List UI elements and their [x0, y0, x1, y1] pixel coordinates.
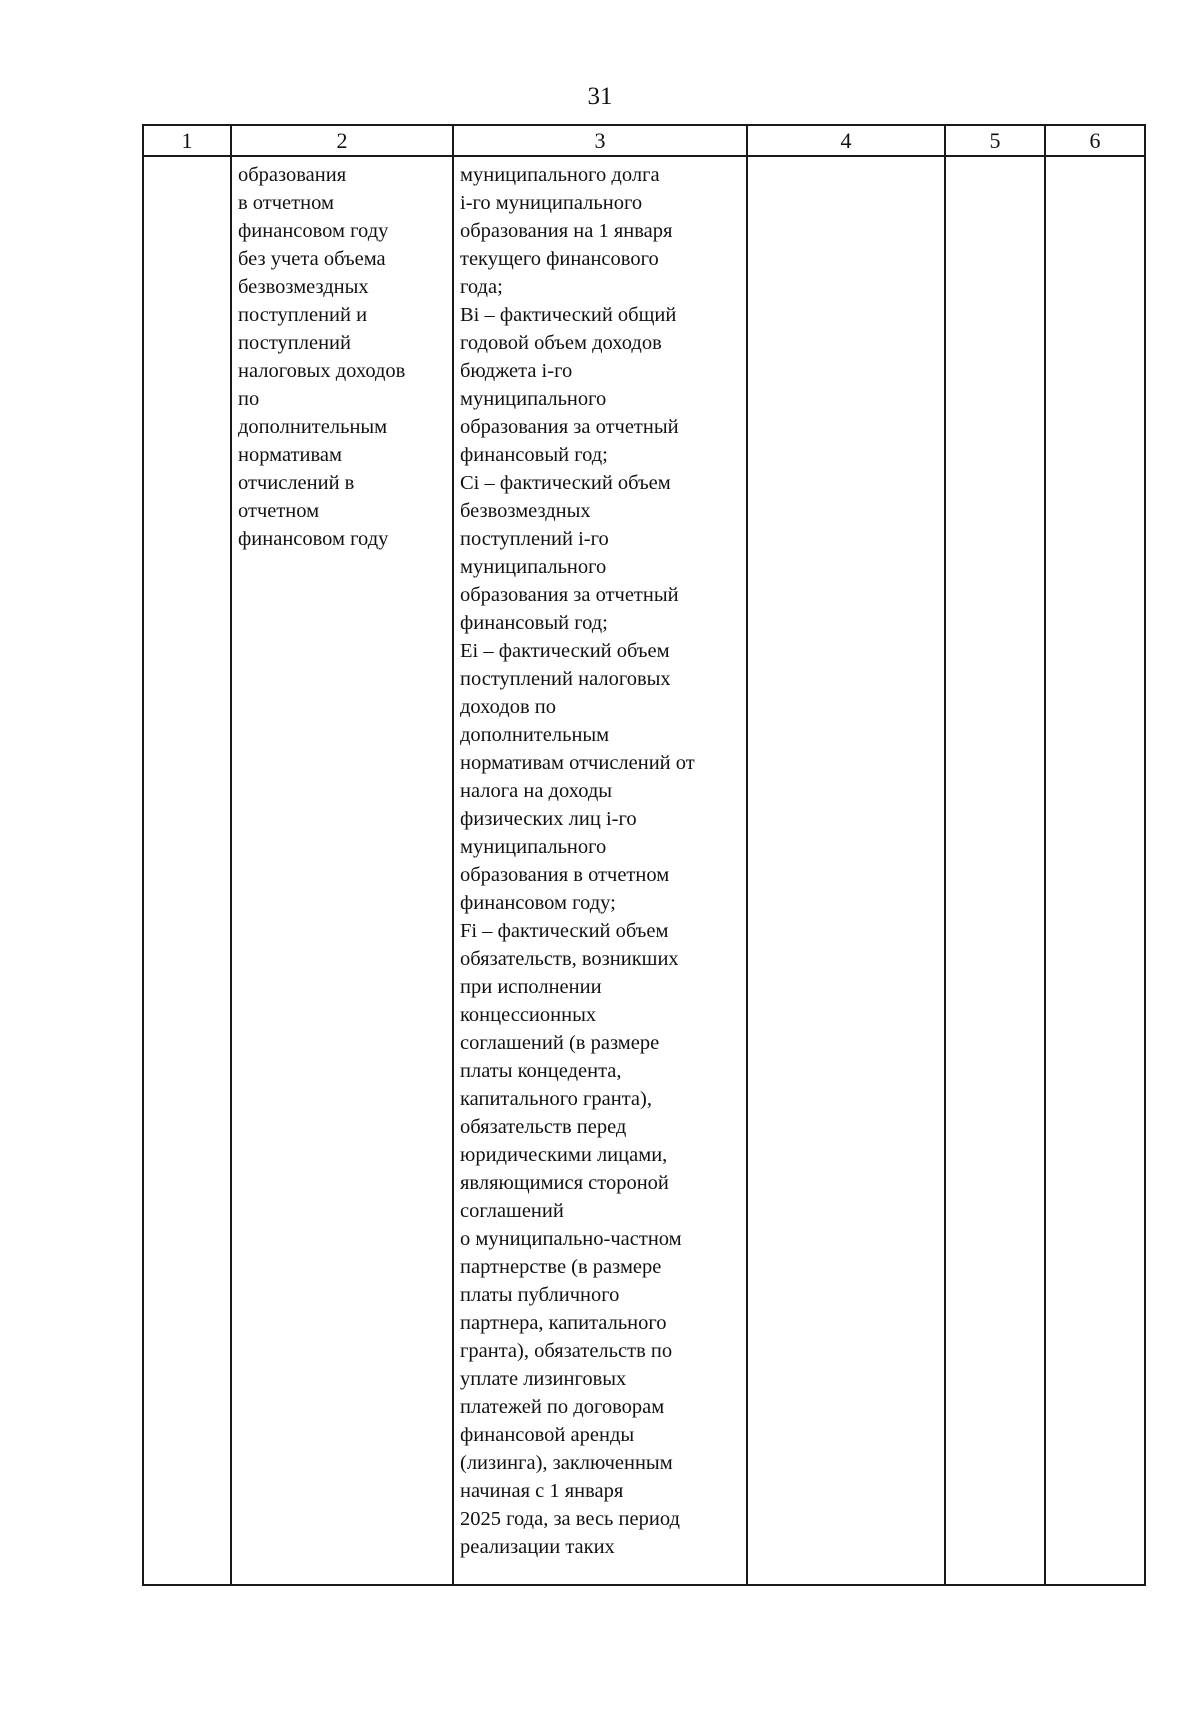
cell-text-line: финансовом году; [460, 892, 616, 914]
cell-text-line: финансовом году [238, 528, 389, 550]
cell-text-line: обязательств перед [460, 1116, 627, 1138]
cell-text-line: нормативам [238, 444, 342, 466]
cell-text-line: соглашений (в размере [460, 1032, 660, 1054]
cell-text-line: концессионных [460, 1004, 597, 1026]
cell-text-line: 2025 года, за весь период [460, 1508, 680, 1530]
cell-text-line: поступлений [238, 332, 351, 354]
cell-text-line: дополнительным [460, 724, 610, 746]
column-header-1: 1 [143, 125, 231, 156]
cell-text-line: гранта), обязательств по [460, 1340, 673, 1362]
cell-text-line: юридическими лицами, [460, 1144, 668, 1166]
cell-col-1 [143, 156, 231, 1585]
cell-text-line: поступлений i-го [460, 528, 609, 550]
cell-text-line: Bi – фактический общий [460, 304, 677, 326]
cell-text-line: финансовый год; [460, 444, 608, 466]
cell-text-line: реализации таких [460, 1536, 615, 1558]
cell-text-line: муниципального [460, 388, 607, 410]
cell-col-4 [747, 156, 945, 1585]
cell-text-line: образования за отчетный [460, 584, 679, 606]
cell-text-line: годовой объем доходов [460, 332, 662, 354]
cell-text-line: муниципального [460, 836, 607, 858]
cell-text-line: поступлений налоговых [460, 668, 671, 690]
cell-text-line: отчислений в [238, 472, 355, 494]
cell-text-line: нормативам отчислений от [460, 752, 695, 774]
cell-text-line: доходов по [460, 696, 557, 718]
cell-text-line: по [238, 388, 260, 410]
cell-text-line: при исполнении [460, 976, 602, 998]
cell-text-line: безвозмездных [238, 276, 369, 298]
cell-text-line: муниципального долга [460, 164, 660, 186]
cell-text-line: партнерстве (в размере [460, 1256, 662, 1278]
cell-text-line: капитального гранта), [460, 1088, 652, 1110]
cell-text-line: бюджета i-го [460, 360, 573, 382]
cell-text-line: платежей по договорам [460, 1396, 665, 1418]
cell-text-line: дополнительным [238, 416, 388, 438]
cell-text-line: обязательств, возникших [460, 948, 679, 970]
cell-text-line: уплате лизинговых [460, 1368, 627, 1390]
cell-text-line: платы концедента, [460, 1060, 622, 1082]
cell-text-line: без учета объема [238, 248, 386, 270]
cell-col-2 [231, 156, 453, 1585]
cell-text-line: образования на 1 января [460, 220, 673, 242]
cell-text-line: налоговых доходов [238, 360, 406, 382]
cell-text-line: являющимися стороной [460, 1172, 669, 1194]
col3-text [454, 157, 746, 1561]
cell-text-line: образования в отчетном [460, 864, 670, 886]
cell-text-line: Ci – фактический объем [460, 472, 671, 494]
document-table [142, 124, 1146, 1586]
cell-text-line: налога на доходы [460, 780, 613, 802]
page-number: 31 [587, 83, 613, 110]
cell-text-line: о муниципально-частном [460, 1228, 682, 1250]
cell-text-line: (лизинга), заключенным [460, 1452, 673, 1474]
cell-text-line: года; [460, 276, 503, 298]
cell-text-line: начиная с 1 января [460, 1480, 624, 1502]
cell-text-line: финансовый год; [460, 612, 608, 634]
table-row [143, 156, 1145, 1585]
column-header-3: 3 [453, 125, 747, 156]
cell-text-line: финансовом году [238, 220, 389, 242]
cell-text-line: безвозмездных [460, 500, 591, 522]
cell-text-line: муниципального [460, 556, 607, 578]
cell-text-line: поступлений и [238, 304, 368, 326]
cell-text-line: i-го муниципального [460, 192, 643, 214]
cell-text-line: отчетном [238, 500, 320, 522]
cell-text-line: Fi – фактический объем [460, 920, 669, 942]
cell-text-line: партнера, капитального [460, 1312, 667, 1334]
cell-col-5 [945, 156, 1045, 1585]
cell-col-6 [1045, 156, 1145, 1585]
column-header-4: 4 [747, 125, 945, 156]
column-header-6: 6 [1045, 125, 1145, 156]
cell-text-line: платы публичного [460, 1284, 620, 1306]
cell-text-line: текущего финансового [460, 248, 659, 270]
header-row [143, 125, 1145, 156]
cell-text-line: финансовой аренды [460, 1424, 635, 1446]
cell-text-line: Ei – фактический объем [460, 640, 670, 662]
col2-text [232, 157, 452, 553]
cell-text-line: физических лиц i-го [460, 808, 637, 830]
cell-text-line: образования за отчетный [460, 416, 679, 438]
column-header-2: 2 [231, 125, 453, 156]
cell-text-line: образования [238, 164, 347, 186]
column-header-5: 5 [945, 125, 1045, 156]
cell-col-3 [453, 156, 747, 1585]
cell-text-line: в отчетном [238, 192, 334, 214]
cell-text-line: соглашений [460, 1200, 564, 1222]
